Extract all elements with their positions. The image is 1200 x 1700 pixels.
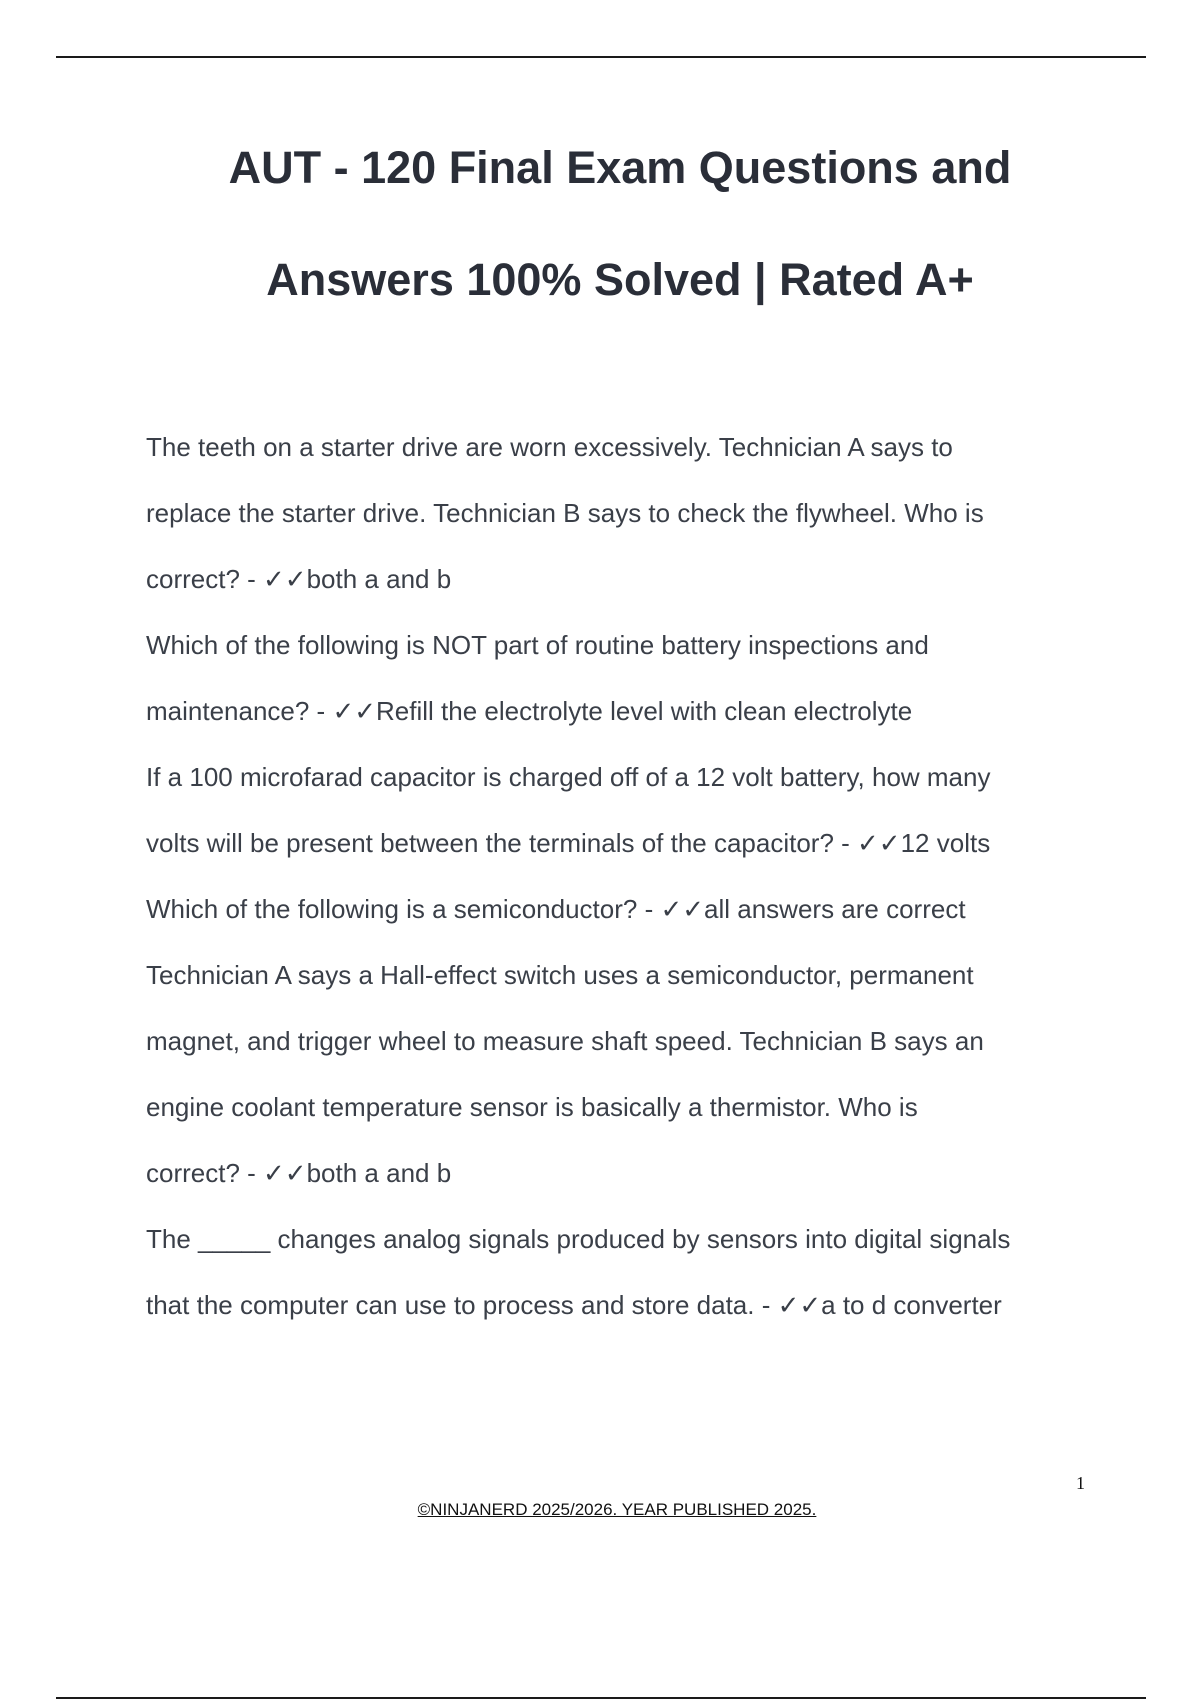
qa-line: The _____ changes analog signals produced by sensors into digital signals — [146, 1224, 1011, 1254]
qa-item — [146, 414, 1106, 612]
qa-item — [146, 942, 1106, 1206]
bottom-rule — [56, 1697, 1146, 1699]
page-number: 1 — [1076, 1473, 1085, 1493]
qa-item — [146, 612, 1106, 744]
qa-line: engine coolant temperature sensor is basically a thermistor. Who is — [146, 1092, 918, 1122]
qa-line: correct? - ✓✓both a and b — [146, 564, 452, 594]
qa-line: that the computer can use to process and store data. - ✓✓a to d converter — [146, 1290, 1002, 1320]
qa-line: volts will be present between the terminals of the capacitor? - ✓✓12 volts — [146, 828, 991, 858]
qa-item — [146, 876, 1106, 942]
qa-line: magnet, and trigger wheel to measure shaft speed. Technician B says an — [146, 1026, 984, 1056]
qa-item — [146, 744, 1106, 876]
qa-line: Technician A says a Hall-effect switch uses a semiconductor, permanent — [146, 960, 974, 990]
qa-item — [146, 1206, 1106, 1338]
title-line-2: Answers 100% Solved | Rated A+ — [266, 254, 974, 305]
document-title — [120, 112, 1120, 336]
qa-line: correct? - ✓✓both a and b — [146, 1158, 452, 1188]
top-rule — [56, 56, 1146, 58]
qa-line: If a 100 microfarad capacitor is charged off of a 12 volt battery, how many — [146, 762, 991, 792]
qa-line: replace the starter drive. Technician B says to check the flywheel. Who is — [146, 498, 984, 528]
title-line-1: AUT - 120 Final Exam Questions and — [228, 142, 1012, 193]
qa-line: maintenance? - ✓✓Refill the electrolyte level with clean electrolyte — [146, 696, 913, 726]
copyright-footer: ©NINJANERD 2025/2026. YEAR PUBLISHED 2025. — [417, 1500, 817, 1519]
qa-line: Which of the following is NOT part of routine battery inspections and — [146, 630, 929, 660]
qa-line: The teeth on a starter drive are worn excessively. Technician A says to — [146, 432, 953, 462]
qa-list — [146, 414, 1106, 1338]
qa-line: Which of the following is a semiconductor? - ✓✓all answers are correct — [146, 894, 966, 924]
